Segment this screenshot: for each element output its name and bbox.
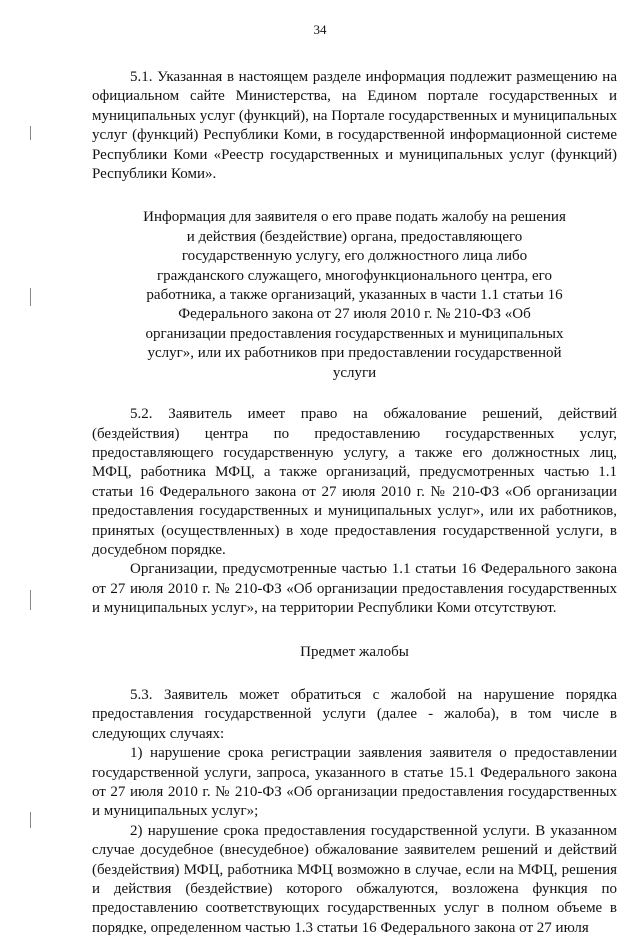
document-body bbox=[92, 68, 617, 938]
section-heading-subject: Предмет жалобы bbox=[300, 643, 409, 660]
margin-mark bbox=[30, 812, 31, 828]
list-item-2: 2) нарушение срока предоставления государственной услуги. В указанном случае досудебное (внесудебное) обжалование заявителем решений и действий (бездействия) МФЦ, работника МФЦ возможно в случае, если на МФЦ, решения и действия (бездействие) которого обжалуются, возложена функция по предоставлению соответствующих государственных услуг в полном объеме в порядке, определенном частью 1.3 статьи 16 Федерального закона от 27 июля bbox=[92, 822, 617, 936]
margin-mark bbox=[30, 288, 31, 306]
paragraph-5-1: 5.1. Указанная в настоящем разделе информация подлежит размещению на официальном сайте Министерства, на Едином портале государственных и муниципальных услуг (функций), на Портале государственных и муниципальных услуг (функций) Республики Коми, в государственной информационной системе Республики Коми «Реестр государственных и муниципальных услуг (функций) Республики Коми». bbox=[92, 69, 617, 183]
page-number: 34 bbox=[313, 22, 327, 37]
section-heading-info: Информация для заявителя о его праве подать жалобу на решения и действия (бездействие) органа, предоставляющего государственную услугу, его должностного лица либо гражданского служащего, многофункционального центра, его работника, а также организаций, указанных в части 1.1 статьи 16 Федерального закона от 27 июля 2010 г. № 210-ФЗ «Об организации предоставления государственных и муниципальных услуг», или их работников при предоставлении государственной услуги bbox=[143, 209, 566, 381]
paragraph-5-2: 5.2. Заявитель имеет право на обжалование решений, действий (бездействия) центра по предоставлению государственных услуг, предоставляющего государственную услугу, а также его должностных лиц, МФЦ, работника МФЦ, а также организаций, предусмотренных частью 1.1 статьи 16 Федерального закона от 27 июля 2010 г. № 210-ФЗ «Об организации предоставления государственных и муниципальных услуг», или их работников, принятых (осуществленных) в ходе предоставления государственной услуги, в досудебном порядке. bbox=[92, 406, 617, 558]
margin-mark bbox=[30, 590, 31, 610]
paragraph-5-3: 5.3. Заявитель может обратиться с жалобой на нарушение порядка предоставления государственной услуги (далее - жалоба), в том числе в следующих случаях: bbox=[92, 686, 617, 742]
paragraph-5-2-organizations: Организации, предусмотренные частью 1.1 статьи 16 Федерального закона от 27 июля 2010 г. № 210-ФЗ «Об организации предоставления государственных и муниципальных услуг», на территории Республики Коми отсутствуют. bbox=[92, 561, 617, 617]
margin-mark bbox=[30, 126, 31, 140]
list-item-1: 1) нарушение срока регистрации заявления заявителя о предоставлении государственной услуги, запроса, указанного в статье 15.1 Федерального закона от 27 июля 2010 г. № 210-ФЗ «Об организации предоставления государственных и муниципальных услуг»; bbox=[92, 745, 617, 820]
